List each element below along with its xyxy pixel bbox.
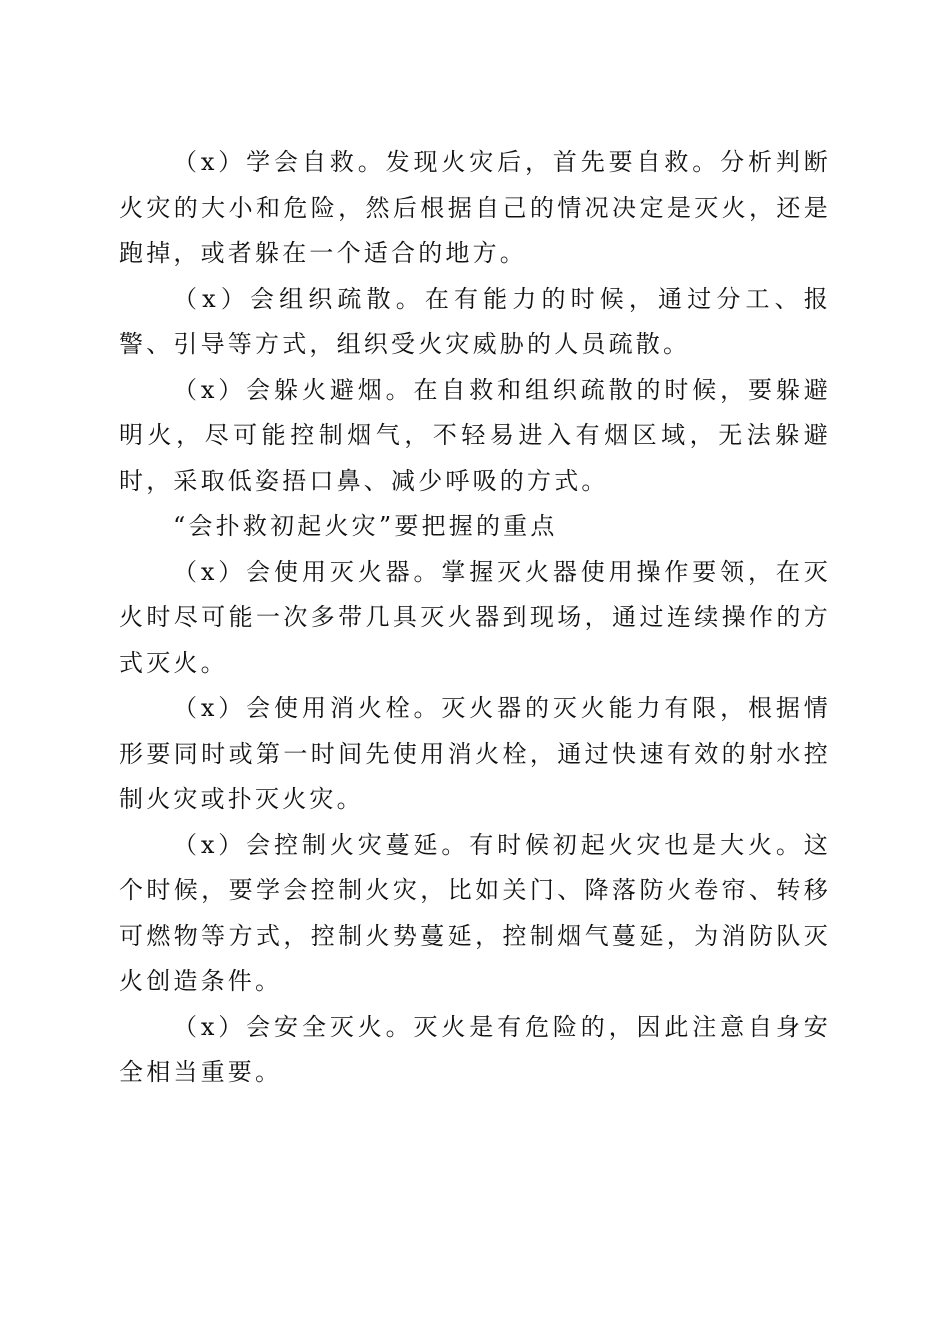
paragraph-safe-firefighting: （x）会安全灭火。灭火是有危险的，因此注意自身安全相当重要。 [119, 1012, 831, 1086]
section-heading-initial-fire: “会扑救初起火灾”要把握的重点 [173, 512, 558, 540]
document-body [119, 140, 831, 1096]
paragraph-control-spread: （x）会控制火灾蔓延。有时候初起火灾也是大火。这个时候，要学会控制火灾，比如关门、降落防火卷帘、转移可燃物等方式，控制火势蔓延，控制烟气蔓延，为消防队灭火创造条件。 [119, 830, 831, 995]
paragraph-organize-evacuation: （x）会组织疏散。在有能力的时候，通过分工、报警、引导等方式，组织受火灾威胁的人员疏散。 [119, 284, 831, 358]
paragraph-use-hydrant: （x）会使用消火栓。灭火器的灭火能力有限，根据情形要同时或第一时间先使用消火栓，通过快速有效的射水控制火灾或扑灭火灾。 [119, 694, 831, 813]
paragraph-use-extinguisher: （x）会使用灭火器。掌握灭火器使用操作要领，在灭火时尽可能一次多带几具灭火器到现场，通过连续操作的方式灭火。 [119, 557, 831, 677]
paragraph-self-rescue: （x）学会自救。发现火灾后，首先要自救。分析判断火灾的大小和危险，然后根据自己的情况决定是灭火，还是跑掉，或者躲在一个适合的地方。 [119, 148, 831, 267]
paragraph-avoid-fire-smoke: （x）会躲火避烟。在自救和组织疏散的时候，要躲避明火，尽可能控制烟气，不轻易进入有烟区域，无法躲避时，采取低姿捂口鼻、减少呼吸的方式。 [119, 375, 831, 495]
